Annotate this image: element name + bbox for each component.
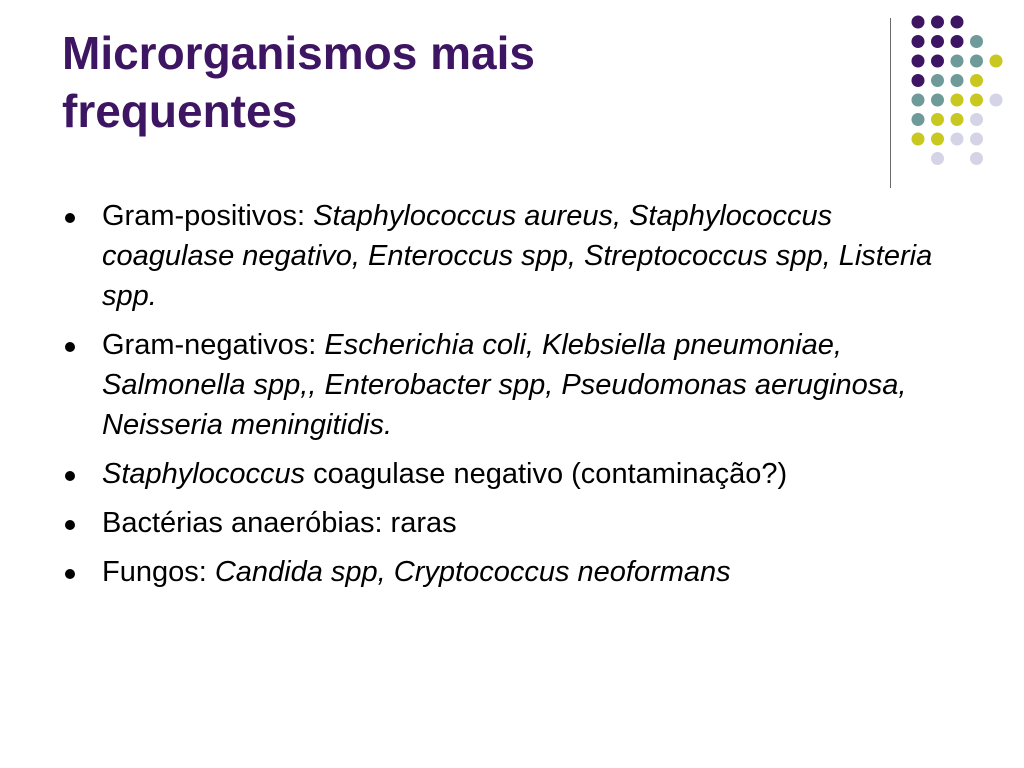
decorative-dot bbox=[912, 35, 925, 48]
decorative-dot bbox=[970, 133, 983, 146]
bullet-label: Fungos: bbox=[102, 556, 215, 588]
bullet-label: Gram-positivos: bbox=[102, 200, 314, 232]
bullet-species: Staphylococcus bbox=[102, 458, 306, 490]
decorative-dot bbox=[951, 74, 964, 87]
decorative-dot bbox=[951, 16, 964, 29]
decorative-dot bbox=[951, 94, 964, 107]
decorative-dot bbox=[951, 133, 964, 146]
decorative-dot bbox=[990, 94, 1003, 107]
decorative-dot bbox=[931, 55, 944, 68]
bullet-dot-icon bbox=[65, 213, 75, 223]
decorative-dot bbox=[931, 133, 944, 146]
decorative-dot bbox=[970, 35, 983, 48]
decorative-dot bbox=[912, 113, 925, 126]
decorative-dot bbox=[931, 16, 944, 29]
bullet-list bbox=[62, 196, 942, 601]
decorative-dot-grid bbox=[0, 0, 1024, 200]
bullet-label: Bactérias anaeróbias: raras bbox=[102, 507, 457, 539]
title-line-2: frequentes bbox=[62, 85, 298, 137]
bullet-item-gram-positive bbox=[62, 196, 942, 316]
bullet-dot-icon bbox=[65, 471, 75, 481]
bullet-item-contamination bbox=[62, 454, 942, 494]
decorative-dot bbox=[951, 35, 964, 48]
decorative-dot bbox=[970, 94, 983, 107]
decorative-dot bbox=[912, 74, 925, 87]
bullet-dot-icon bbox=[65, 520, 75, 530]
decorative-dot bbox=[912, 133, 925, 146]
decorative-dot bbox=[951, 113, 964, 126]
decorative-dot bbox=[912, 55, 925, 68]
decorative-dot bbox=[970, 152, 983, 165]
decorative-dot bbox=[912, 94, 925, 107]
decorative-dot bbox=[990, 55, 1003, 68]
bullet-species: Candida spp, Cryptococcus neoformans bbox=[214, 556, 731, 588]
decorative-dot bbox=[931, 94, 944, 107]
decorative-dot bbox=[931, 74, 944, 87]
bullet-dot-icon bbox=[65, 569, 75, 579]
bullet-item-fungi bbox=[62, 552, 942, 592]
decorative-dot bbox=[970, 55, 983, 68]
decorative-dot bbox=[951, 55, 964, 68]
bullet-tail: coagulase negativo (contaminação?) bbox=[305, 458, 788, 490]
bullet-item-gram-negative bbox=[62, 325, 942, 445]
decorative-dot bbox=[970, 113, 983, 126]
title-line-1: Microrganismos mais bbox=[62, 27, 535, 79]
decorative-dot bbox=[931, 152, 944, 165]
bullet-dot-icon bbox=[65, 342, 75, 352]
decorative-dot bbox=[931, 113, 944, 126]
bullet-item-anaerobes bbox=[62, 503, 942, 543]
bullet-species: Staphylococcus aureus, Staphylococcus coagulase negativo, Enteroccus spp, Streptococcus spp, Listeria spp. bbox=[102, 200, 933, 312]
bullet-species: Escherichia coli, Klebsiella pneumoniae, Salmonella spp,, Enterobacter spp, Pseudomonas aeruginosa, Neisseria meningitidis. bbox=[102, 329, 907, 441]
bullet-label: Gram-negativos: bbox=[102, 329, 325, 361]
decorative-dot bbox=[931, 35, 944, 48]
decorative-dot bbox=[970, 74, 983, 87]
decorative-dot bbox=[912, 16, 925, 29]
